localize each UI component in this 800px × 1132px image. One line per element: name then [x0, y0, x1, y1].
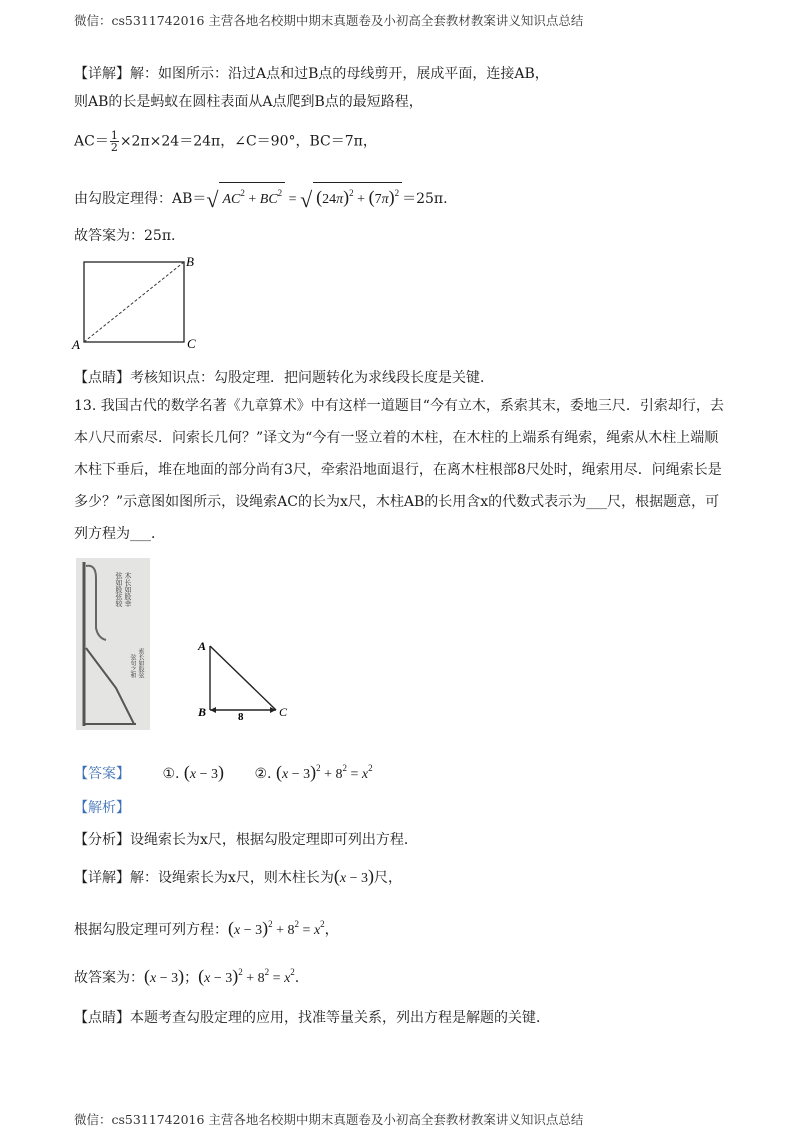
label-a: A: [72, 337, 80, 352]
page-footer: 微信：cs5311742016 主营各地名校期中期末真题卷及小初高全套教材教案讲义知识点总结: [74, 1112, 584, 1127]
prev-comment-tag: 【点睛】: [74, 370, 130, 386]
prev-detail-line-2: 则AB的长是蚂蚁在圆柱表面从A点爬到B点的最短路程，: [74, 94, 423, 110]
final-prefix: 故答案为：: [74, 970, 144, 986]
prev-result: ＝25π.: [402, 191, 448, 207]
half-fraction: [110, 130, 119, 153]
tri-label-c: C: [279, 705, 288, 719]
q13-detail-tag: 【详解】: [74, 870, 130, 886]
q13-detail-line: [74, 866, 402, 889]
scroll-text-2: 弦如股弦较: [115, 572, 123, 607]
q13-comment-text: 本题考查勾股定理的应用，找准等量关系，列出方程是解题的关键．: [130, 1010, 550, 1026]
prev-ac-rest: ×2π×24＝24π，∠C＝90°，BC＝7π，: [119, 133, 377, 150]
label-b: B: [186, 254, 194, 269]
q13-detail-suffix: 尺，: [374, 870, 403, 886]
question-13-text: 13. 我国古代的数学名著《九章算术》中有这样一道题目“今有立木，系索其末，委地三尺．引索却行，去本八尺而索尽．问索长几何？”译文为“今有一竖立着的木柱，在木柱的上端系有绳索，绳索从木柱上端顺木柱下垂后，堆在地面的部分尚有3尺，牵索沿地面退行，在离木柱根部8尺处时，绳索用尽．问绳索长是多少？”示意图如图所示，设绳索AC的长为x尺，木柱AB的长用含x的代数式表示为___尺，根据题意，可列方程为___．: [74, 398, 724, 542]
ancient-scroll-image: [76, 558, 150, 730]
tri-label-b: B: [198, 705, 207, 719]
pillar-length-expr: (x − 3): [333, 866, 375, 886]
side-ac: [210, 646, 276, 710]
page-header: 微信：cs5311742016 主营各地名校期中期末真题卷及小初高全套教材教案讲义知识点总结: [74, 13, 584, 28]
prev-detail-text: 解：如图所示：沿过A点和过B点的母线剪开，展成平面，连接AB，: [130, 66, 549, 82]
fraction-denominator: 2: [110, 141, 118, 154]
diagonal-ab: [84, 262, 184, 342]
final-answer-line: [74, 962, 299, 989]
prev-comment-line: [74, 368, 494, 388]
prev-detail-line: [74, 64, 549, 84]
prev-pythagoras-line: [74, 182, 448, 210]
scroll-text-4: 弦句之和: [129, 654, 135, 678]
q13-comment-line: [74, 1008, 550, 1028]
analysis-label: 【分析】: [74, 832, 130, 848]
final-expr-1: (x − 3): [144, 966, 185, 986]
answer-tag: 【答案】: [74, 766, 130, 782]
tri-label-a: A: [198, 639, 207, 653]
q13-comment-tag: 【点睛】: [74, 1010, 130, 1026]
final-separator: ；: [184, 970, 199, 986]
prev-answer-line: 故答案为：25π.: [74, 228, 176, 244]
sqrt-numeric: = √ $(24\pi)^2 + (7\pi)^2$: [285, 192, 402, 207]
prev-detail-tag: 【详解】: [74, 66, 130, 82]
equation-suffix: ，: [324, 922, 339, 938]
answer-1-expr: (x − 3): [183, 762, 225, 782]
prev-ac-line: [74, 130, 377, 153]
equation-prefix: 根据勾股定理可列方程：: [74, 922, 228, 938]
analysis-text: 设绳索长为x尺，根据勾股定理即可列出方程．: [130, 832, 418, 848]
answer-1-label: ①.: [162, 766, 180, 782]
prev-comment-text: 考核知识点：勾股定理．把问题转化为求线段长度是关键．: [130, 370, 494, 386]
final-end: .: [294, 970, 300, 986]
answer-2-expr: $(x - 3)^2 + 8^2 = x^2$: [275, 762, 373, 782]
final-expr-2: $(x - 3)^2 + 8^2 = x^2$: [198, 966, 295, 986]
triangle-figure: [196, 636, 300, 726]
q13-detail-text: 解：设绳索长为x尺，则木柱长为: [130, 870, 334, 886]
answer-line: [74, 758, 373, 785]
answer-2-label: ②.: [254, 766, 272, 782]
sqrt-ac-bc: √ $AC^2 + BC^2$: [206, 192, 285, 207]
scroll-background: [76, 558, 150, 730]
scroll-text-1: 木长如股幸: [124, 572, 132, 607]
unrolled-cylinder-figure: [68, 252, 208, 352]
equation-line: [74, 914, 339, 941]
tri-length-label: 8: [238, 711, 244, 723]
prev-ac-prefix: AC＝: [74, 133, 109, 150]
equation-expr: $(x - 3)^2 + 8^2 = x^2$: [228, 918, 325, 938]
analysis-heading: 【解析】: [74, 800, 130, 816]
analysis-line: [74, 830, 418, 850]
rectangle-outline: [84, 262, 184, 342]
scroll-text-3: 索长如股弦: [137, 648, 143, 678]
prev-pyth-prefix: 由勾股定理得：AB＝: [74, 191, 207, 207]
label-c: C: [187, 336, 196, 351]
fraction-numerator: 1: [110, 129, 118, 142]
